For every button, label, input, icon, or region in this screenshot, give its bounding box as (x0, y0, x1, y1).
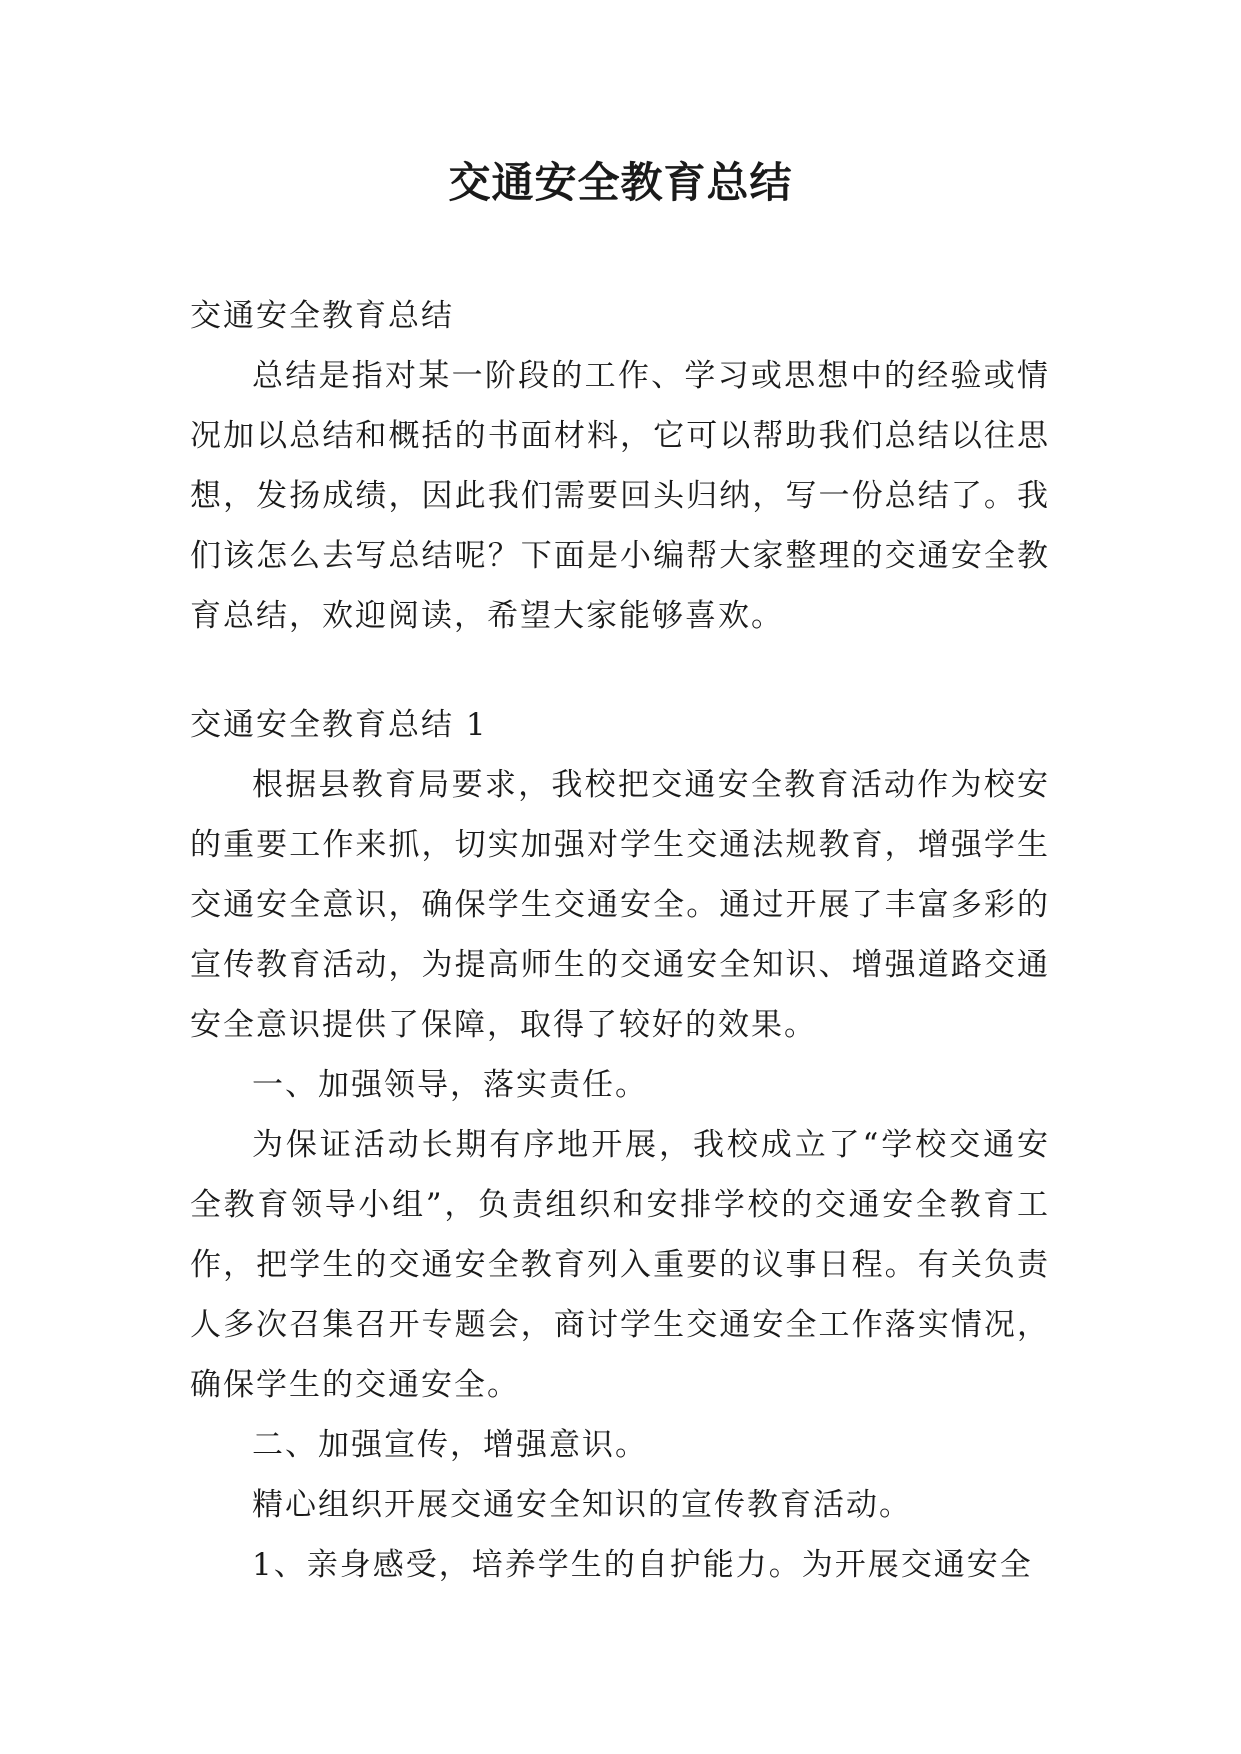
section-1-subheading-2: 二、加强宣传，增强意识。 (252, 1427, 648, 1463)
section-1-paragraph: 1、亲身感受，培养学生的自护能力。为开展交通安全 (252, 1547, 1033, 1583)
intro-heading: 交通安全教育总结 (190, 298, 454, 334)
section-1-subheading-1: 一、加强领导，落实责任。 (252, 1067, 648, 1103)
intro-section (190, 286, 1050, 646)
section-1-paragraph: 为保证活动长期有序地开展，我校成立了“学校交通安全教育领导小组”，负责组织和安排学校的交通安全教育工作，把学生的交通安全教育列入重要的议事日程。有关负责人多次召集召开专题会，商讨学生交通安全工作落实情况，确保学生的交通安全。 (190, 1127, 1050, 1403)
section-1-heading: 交通安全教育总结 1 (190, 707, 488, 743)
section-1-paragraph: 精心组织开展交通安全知识的宣传教育活动。 (252, 1487, 912, 1523)
section-1 (190, 695, 1050, 1595)
section-1-paragraph: 根据县教育局要求，我校把交通安全教育活动作为校安的重要工作来抓，切实加强对学生交通法规教育，增强学生交通安全意识，确保学生交通安全。通过开展了丰富多彩的宣传教育活动，为提高师生的交通安全知识、增强道路交通安全意识提供了保障，取得了较好的效果。 (190, 767, 1050, 1043)
document-title: 交通安全教育总结 (448, 158, 793, 207)
intro-paragraph: 总结是指对某一阶段的工作、学习或思想中的经验或情况加以总结和概括的书面材料，它可以帮助我们总结以往思想，发扬成绩，因此我们需要回头归纳，写一份总结了。我们该怎么去写总结呢？下面是小编帮大家整理的交通安全教育总结，欢迎阅读，希望大家能够喜欢。 (190, 358, 1050, 634)
